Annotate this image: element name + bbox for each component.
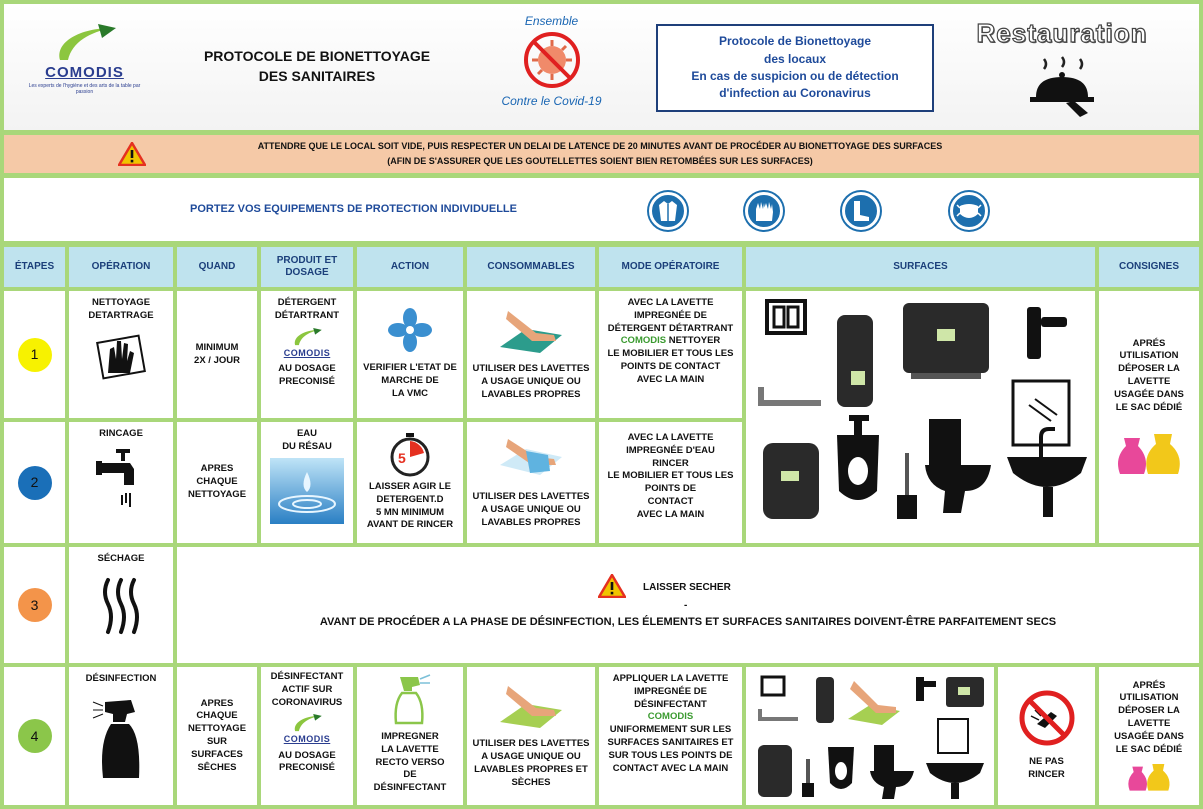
step-4-number-cell	[4, 667, 65, 805]
col-etapes	[4, 247, 65, 287]
step-1-consommables	[467, 291, 595, 418]
sanitary-surfaces-illustration	[751, 295, 1091, 539]
toilet-icon	[925, 419, 991, 513]
col-operation-label: OPÉRATION	[91, 260, 151, 272]
step-1-badge: 1	[18, 338, 52, 372]
no-rinse-text: NE PAS RINCER	[1028, 756, 1065, 780]
step-3-banner-title: LAISSER SECHER	[643, 582, 731, 593]
step-3-operation	[69, 547, 173, 663]
step-2-operation-label: RINCAGE	[99, 428, 143, 439]
warning-line-2: (AFIN DE S'ASSURER QUE LES GOUTELLETTES SOIENT BIEN RETOMBÉES SUR LES SURFACES)	[387, 155, 813, 166]
sink-icon	[1007, 429, 1087, 517]
step-1-mode-a: AVEC LA LAVETTE IMPREGNÉE DE DÉTERGENT DÉTARTRANT	[607, 297, 734, 334]
step-3-badge: 3	[18, 588, 52, 622]
cloth-hand-icon	[496, 307, 566, 353]
spray-bottle-icon	[388, 673, 432, 725]
hand-dryer-icon	[758, 745, 792, 797]
comodis-logo	[22, 22, 147, 112]
step-4-action	[357, 667, 463, 805]
restauration-block	[972, 18, 1152, 128]
step-2-badge: 2	[18, 466, 52, 500]
cloth-hand-icon	[496, 682, 566, 728]
step-1-action-text: VERIFIER L'ETAT DE MARCHE DE LA VMC	[363, 362, 457, 399]
boots-icon	[842, 192, 880, 230]
warning-icon	[598, 574, 626, 598]
no-rinse-cell	[998, 667, 1095, 805]
step-2-mode-text: AVEC LA LAVETTE IMPREGNÉE D'EAU RINCER LE MOBILIER ET TOUS LES POINTS DE CONTACT AVEC LA MAIN	[607, 432, 734, 520]
wet-cloth-hand-icon	[496, 435, 566, 481]
step-3-banner	[177, 547, 1199, 663]
step-4-quand	[177, 667, 257, 805]
col-etapes-label: ÉTAPES	[14, 260, 55, 272]
step-4-badge: 4	[18, 719, 52, 753]
heat-waves-icon	[98, 576, 144, 636]
step-1-operation	[69, 291, 173, 418]
consignes-cell	[1099, 291, 1199, 543]
soap-dispenser-icon	[837, 315, 873, 407]
step-2-operation	[69, 422, 173, 543]
step-4-mode	[599, 667, 742, 805]
step-4-produit-bottom: AU DOSAGE PRECONISÉ	[278, 749, 336, 774]
protocol-info-text: Protocole de Bionettoyage des locaux En cas de suspicion ou de détection d'infection au Coronavirus	[691, 34, 899, 101]
col-consommables-label: CONSOMMABLES	[487, 260, 575, 272]
col-operation	[69, 247, 173, 287]
step-2-action-text: LAISSER AGIR LE DETERGENT.D 5 MN MINIMUM AVANT DE RINCER	[366, 480, 454, 531]
step-2-quand-text: APRES CHAQUE NETTOYAGE	[187, 463, 247, 500]
faucet-icon	[94, 445, 148, 519]
col-quand-label: QUAND	[198, 260, 236, 272]
grab-bar-icon	[761, 387, 821, 403]
step-3-operation-label: SÉCHAGE	[97, 553, 145, 564]
step-1-produit	[261, 291, 353, 418]
step-1-produit-top: DÉTERGENT DÉTARTRANT	[274, 297, 340, 321]
step-2-consommables-text: UTILISER DES LAVETTES A USAGE UNIQUE OU LAVABLES PROPRES	[472, 491, 590, 528]
step-1-consommables-text: UTILISER DES LAVETTES A USAGE UNIQUE OU LAVABLES PROPRES	[472, 363, 590, 400]
ppe-label: PORTEZ VOS EQUIPEMENTS DE PROTECTION INDIVIDUELLE	[190, 203, 517, 215]
step-2-produit-text: EAU DU RÉSAU	[282, 428, 332, 452]
water-drop-icon	[270, 458, 344, 524]
step-1-quand-text: MINIMUM 2X / JOUR	[194, 341, 240, 366]
mask-icon	[950, 192, 988, 230]
title-line-2: DES SANITAIRES	[258, 68, 376, 85]
step-1-comodis-logo	[284, 327, 331, 359]
step-2-action	[357, 422, 463, 543]
grab-bar-icon	[760, 709, 798, 719]
col-produit	[261, 247, 353, 287]
timer-digit: 5	[398, 449, 406, 466]
col-surfaces-label: SURFACES	[893, 260, 948, 272]
fan-icon	[388, 308, 432, 352]
step-3-banner-text: AVANT DE PROCÉDER A LA PHASE DE DÉSINFECTION, LES ÉLEMENTS ET SURFACES SANITAIRES DOIVENT-ÊTRE PARFAITEMENT SECS	[319, 616, 1057, 628]
toilet-brush-icon	[897, 453, 917, 519]
step-4-mode-b: UNIFORMEMENT SUR LES SURFACES SANITAIRES ET SUR TOUS LES POINTS DE CONTACT AVEC LA MAIN	[607, 724, 734, 774]
switch-icon	[767, 301, 805, 333]
paper-towel-dispenser-icon	[903, 303, 989, 379]
col-consignes-label: CONSIGNES	[1118, 260, 1179, 272]
step-4-operation	[69, 667, 173, 805]
col-surfaces	[746, 247, 1095, 287]
wiping-hand-icon	[94, 329, 148, 383]
restauration-title: Restauration	[976, 18, 1148, 48]
step-1-produit-bottom: AU DOSAGE PRECONISÉ	[278, 362, 336, 387]
step-4-operation-label: DÉSINFECTION	[85, 673, 157, 684]
step-2-quand	[177, 422, 257, 543]
cloche-icon	[1022, 51, 1102, 119]
col-produit-label: PRODUIT ET DOSAGE	[276, 254, 338, 278]
step-1-mode-b: NETTOYER LE MOBILIER ET TOUS LES POINTS DE CONTACT AVEC LA MAIN	[607, 335, 734, 385]
bags-icon	[1114, 428, 1184, 476]
step-4-consommables	[467, 667, 595, 805]
step-1-action	[357, 291, 463, 418]
warning-icon	[118, 142, 146, 166]
timer-icon	[388, 433, 432, 477]
consignes-cell-4	[1099, 667, 1199, 805]
mirror-icon	[938, 719, 968, 753]
urinal-icon	[837, 415, 879, 500]
step-4-comodis-logo	[284, 713, 331, 745]
logo-name: COMODIS	[45, 64, 124, 81]
cloth-hand-icon	[848, 681, 900, 725]
step-1-quand	[177, 291, 257, 418]
hand-dryer-icon	[763, 443, 819, 519]
switch-icon	[762, 677, 784, 695]
col-action	[357, 247, 463, 287]
step-1-number-cell	[4, 291, 65, 418]
page-title	[172, 46, 462, 87]
sanitary-surfaces-small-illustration	[750, 671, 990, 801]
no-virus-icon	[522, 30, 582, 90]
step-4-quand-text: APRES CHAQUE NETTOYAGE SUR SURFACES SÊCHES	[187, 697, 247, 773]
step-2-produit	[261, 422, 353, 543]
step-3-banner-dash: -	[684, 600, 688, 611]
step-4-mode-brand: COMODIS	[647, 711, 694, 723]
step-4-logo-word: COMODIS	[283, 734, 331, 745]
col-consommables	[467, 247, 595, 287]
step-1-mode-b-wrap	[608, 335, 734, 386]
col-quand	[177, 247, 257, 287]
paper-towel-dispenser-icon	[946, 677, 984, 707]
covid-bottom-text: Contre le Covid-19	[501, 94, 602, 108]
step-4-produit	[261, 667, 353, 805]
urinal-icon	[828, 747, 854, 789]
protocol-info-box	[656, 24, 934, 112]
toilet-icon	[870, 745, 914, 799]
logo-tagline: Les experts de l'hygiène et des arts de la table par passion	[28, 83, 141, 95]
title-line-1: PROTOCOLE DE BIONETTOYAGE	[203, 48, 431, 64]
consignes-text: APRÉS UTILISATION DÉPOSER LA LAVETTE USAGÉE DANS LE SAC DÉDIÉ	[1114, 337, 1184, 413]
swoosh-icon	[290, 327, 324, 347]
swoosh-icon	[50, 22, 120, 64]
step-2-number-cell	[4, 422, 65, 543]
warning-text	[160, 139, 1040, 169]
sink-icon	[926, 763, 984, 799]
step-1-operation-label: NETTOYAGE DETARTRAGE	[88, 297, 154, 321]
door-handle-icon	[916, 677, 936, 701]
step-3-number-cell	[4, 547, 65, 663]
covid-badge	[484, 14, 619, 124]
step-1-logo-word: COMODIS	[283, 347, 331, 358]
col-mode	[599, 247, 742, 287]
col-consignes	[1099, 247, 1199, 287]
step-2-mode	[599, 422, 742, 543]
warning-line-1: ATTENDRE QUE LE LOCAL SOIT VIDE, PUIS RESPECTER UN DELAI DE LATENCE DE 20 MINUTES AVANT DE PROCÉDER AU BIONETTOYAGE DES SURFACES	[257, 141, 943, 151]
step-4-mode-a: APPLIQUER LA LAVETTE IMPREGNÉE DE DÉSINFECTANT	[612, 673, 729, 710]
consignes-text-4: APRÉS UTILISATION DÉPOSER LA LAVETTE USAGÉE DANS LE SAC DÉDIÉ	[1114, 679, 1184, 755]
lab-coat-icon	[649, 192, 687, 230]
step-4-action-text: IMPREGNER LA LAVETTE RECTO VERSO DE DÉSINFECTANT	[373, 731, 447, 794]
toilet-brush-icon	[802, 759, 814, 797]
bags-icon	[1125, 760, 1173, 792]
col-action-label: ACTION	[390, 260, 430, 272]
door-handle-icon	[1027, 307, 1067, 359]
step-1-mode	[599, 291, 742, 418]
no-rinse-icon	[1019, 690, 1075, 746]
swoosh-icon	[290, 713, 324, 733]
soap-dispenser-icon	[816, 677, 834, 723]
spray-bottle-icon	[91, 692, 151, 782]
col-mode-label: MODE OPÉRATOIRE	[621, 260, 720, 272]
step-4-consommables-text: UTILISER DES LAVETTES A USAGE UNIQUE OU LAVABLES PROPRES ET SÈCHES	[472, 738, 590, 788]
gloves-icon	[745, 192, 783, 230]
ppe-row	[4, 178, 1199, 241]
covid-top-text: Ensemble	[524, 14, 579, 28]
step-2-consommables	[467, 422, 595, 543]
step-4-produit-top: DÉSINFECTANT ACTIF SUR CORONAVIRUS	[270, 671, 344, 708]
step-1-mode-brand: COMODIS	[620, 335, 667, 347]
